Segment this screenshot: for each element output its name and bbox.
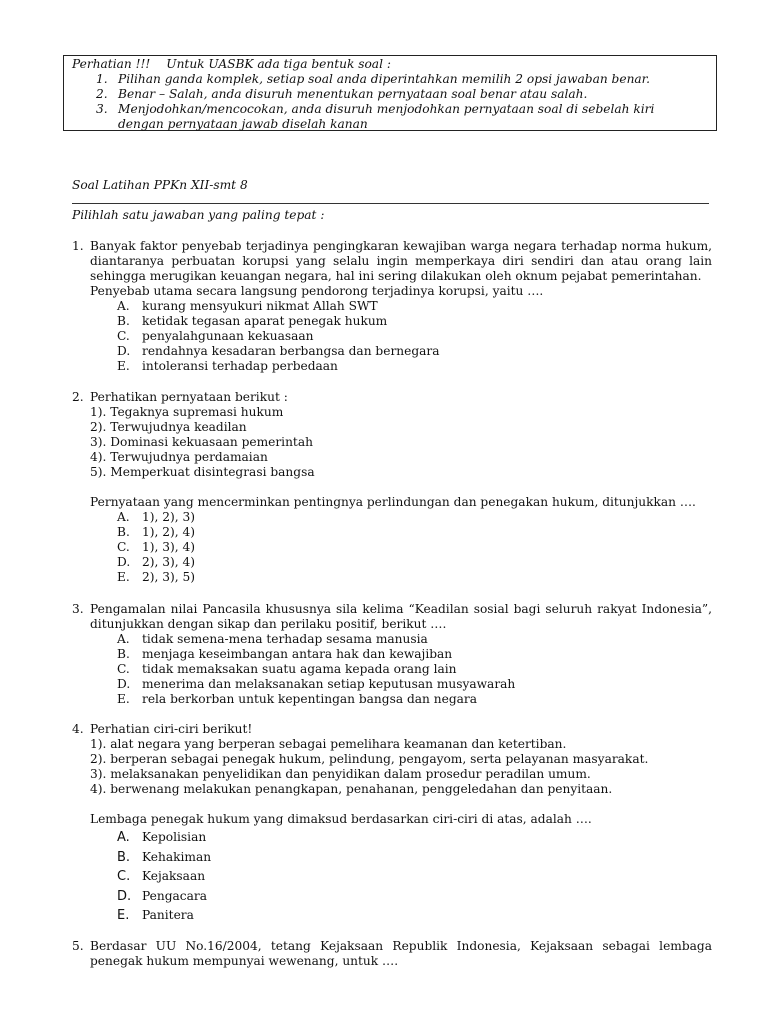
notice-box	[63, 55, 717, 131]
question-1	[72, 239, 712, 374]
statement-item: 2). berperan sebagai penegak hukum, pelindung, pengayom, serta pelayanan masyarakat.	[90, 752, 649, 766]
question-stem	[72, 722, 712, 737]
question-text: Banyak faktor penyebab terjadinya pengingkaran kewajiban warga negara terhadap norma hukum, diantaranya perbuatan korupsi yang selalu ingin memperkaya diri sendiri dan atau orang lain sehingga merugikan keuangan negara, hal ini sering dilakukan oleh oknum pejabat pemerintahan.	[90, 239, 712, 283]
question-number: 2.	[72, 390, 84, 404]
option-e[interactable]: E. Panitera	[117, 908, 194, 923]
notice-item-num: 1.	[96, 72, 108, 86]
notice-item-text: Menjodohkan/mencocokan, anda disuruh menjodohkan pernyataan soal di sebelah kiri	[118, 102, 655, 116]
option-b[interactable]: B. 1), 2), 4)	[117, 525, 196, 539]
question-number: 5.	[72, 939, 84, 953]
option-a[interactable]: A. kurang mensyukuri nikmat Allah SWT	[117, 299, 378, 313]
option-d[interactable]: D. menerima dan melaksanakan setiap keputusan musyawarah	[117, 677, 516, 691]
notice-list	[72, 72, 708, 132]
statement-item: 3). Dominasi kekuasaan pemerintah	[90, 435, 313, 449]
statements-list	[72, 405, 712, 480]
question-4-options	[72, 828, 712, 926]
instruction-text: Pilihlah satu jawaban yang paling tepat :	[72, 208, 325, 222]
option-d[interactable]: D. rendahnya kesadaran berbangsa dan bernegara	[117, 344, 440, 358]
question-prompt: Lembaga penegak hukum yang dimaksud berdasarkan ciri-ciri di atas, adalah ….	[90, 812, 592, 826]
notice-item	[96, 102, 708, 117]
option-c[interactable]: C. 1), 3), 4)	[117, 540, 196, 554]
notice-subtitle: Untuk UASBK ada tiga bentuk soal :	[166, 57, 391, 71]
question-4	[72, 722, 712, 827]
option-c[interactable]: C. penyalahgunaan kekuasaan	[117, 329, 314, 343]
statement-item: 1). alat negara yang berperan sebagai pemelihara keamanan dan ketertiban.	[90, 737, 567, 751]
statement-item: 2). Terwujudnya keadilan	[90, 420, 247, 434]
question-prompt: Penyebab utama secara langsung pendorong terjadinya korupsi, yaitu ….	[90, 284, 544, 298]
option-e[interactable]: E. rela berkorban untuk kepentingan bangsa dan negara	[117, 692, 477, 706]
notice-item-text: Pilihan ganda komplek, setiap soal anda diperintahkan memilih 2 opsi jawaban benar.	[118, 72, 651, 86]
question-stem	[72, 602, 712, 632]
statements-list	[72, 737, 712, 797]
question-stem	[72, 239, 712, 284]
options-list	[72, 299, 712, 374]
option-a[interactable]: A. 1), 2), 3)	[117, 510, 196, 524]
option-d[interactable]: D. Pengacara	[117, 888, 207, 904]
question-number: 4.	[72, 722, 84, 736]
option-b[interactable]: B. Kehakiman	[117, 849, 212, 865]
statement-item: 4). Terwujudnya perdamaian	[90, 450, 268, 464]
statement-item: 4). berwenang melakukan penangkapan, penahanan, penggeledahan dan penyitaan.	[90, 782, 613, 796]
question-text: Pengamalan nilai Pancasila khususnya sila kelima “Keadilan sosial bagi seluruh rakyat Indonesia”, ditunjukkan dengan sikap dan perilaku positif, berikut ….	[90, 602, 712, 631]
notice-item	[96, 87, 708, 102]
question-text: Berdasar UU No.16/2004, tetang Kejaksaan Republik Indonesia, Kejaksaan sebagai lembaga penegak hukum mempunyai wewenang, untuk ….	[90, 939, 712, 968]
question-prompt: Pernyataan yang mencerminkan pentingnya perlindungan dan penegakan hukum, ditunjukkan ….	[90, 495, 696, 509]
question-3	[72, 602, 712, 707]
notice-title: Perhatian !!!	[72, 57, 151, 71]
question-number: 3.	[72, 602, 84, 616]
notice-item-num: 2.	[96, 87, 108, 101]
option-d[interactable]: D. 2), 3), 4)	[117, 555, 196, 569]
options-list	[72, 510, 712, 585]
question-text: Perhatian ciri-ciri berikut!	[90, 722, 253, 736]
notice-item-num: 3.	[96, 102, 108, 116]
options-list	[72, 632, 712, 707]
option-a[interactable]: A. Kepolisian	[117, 830, 207, 845]
options-list	[72, 828, 712, 926]
question-number: 1.	[72, 239, 84, 253]
option-c[interactable]: C. Kejaksaan	[117, 869, 206, 884]
option-b[interactable]: B. ketidak tegasan aparat penegak hukum	[117, 314, 388, 328]
notice-item-text: dengan pernyataan jawab diselah kanan	[118, 117, 368, 131]
option-a[interactable]: A. tidak semena-mena terhadap sesama manusia	[117, 632, 428, 646]
question-5	[72, 939, 712, 969]
notice-item-text: Benar – Salah, anda disuruh menentukan pernyataan soal benar atau salah.	[118, 87, 588, 101]
question-stem	[72, 939, 712, 969]
option-e[interactable]: E. intoleransi terhadap perbedaan	[117, 359, 338, 373]
statement-item: 5). Memperkuat disintegrasi bangsa	[90, 465, 315, 479]
option-c[interactable]: C. tidak memaksakan suatu agama kepada orang lain	[117, 662, 457, 676]
notice-header	[72, 57, 708, 72]
option-b[interactable]: B. menjaga keseimbangan antara hak dan kewajiban	[117, 647, 453, 661]
subject-title: Soal Latihan PPKn XII-smt 8	[72, 178, 248, 192]
option-e[interactable]: E. 2), 3), 5)	[117, 570, 196, 584]
divider	[72, 203, 709, 204]
notice-item	[96, 72, 708, 87]
question-text: Perhatikan pernyataan berikut :	[90, 390, 288, 404]
statement-item: 3). melaksanakan penyelidikan dan penyidikan dalam prosedur peradilan umum.	[90, 767, 591, 781]
notice-item-continuation	[96, 117, 708, 132]
statement-item: 1). Tegaknya supremasi hukum	[90, 405, 284, 419]
question-stem	[72, 390, 712, 405]
question-2	[72, 390, 712, 585]
